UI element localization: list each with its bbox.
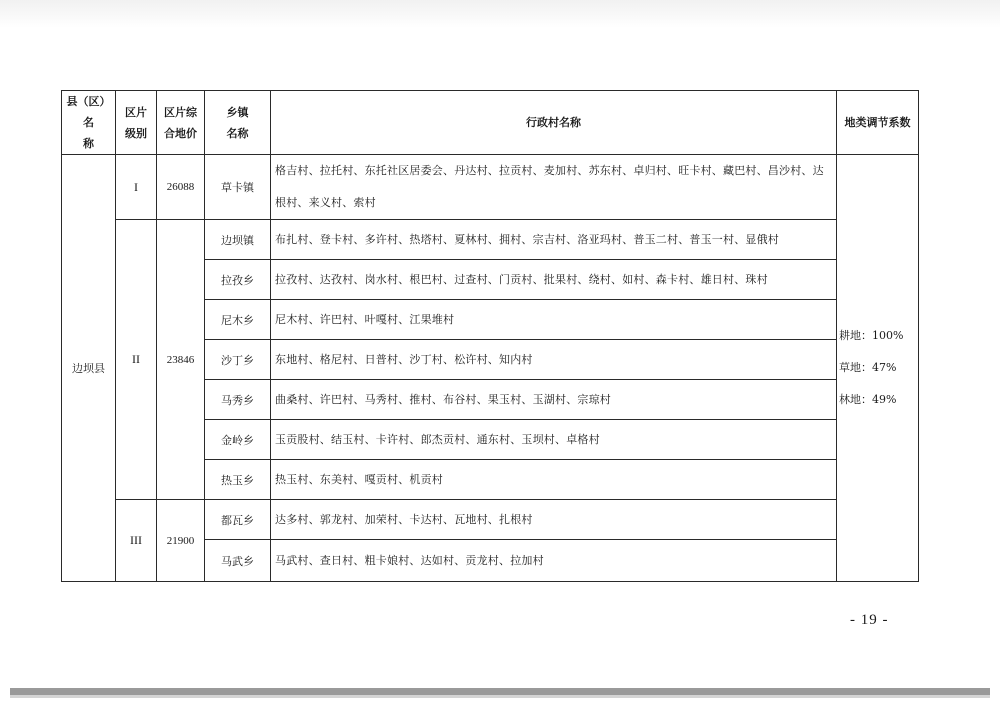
table-row bbox=[62, 155, 919, 220]
villages-cell: 布扎村、登卡村、多许村、热塔村、夏林村、拥村、宗吉村、洛亚玛村、普玉二村、普玉一村、显俄村 bbox=[271, 220, 837, 260]
villages-cell: 热玉村、东美村、嘎贡村、机贡村 bbox=[271, 460, 837, 500]
town-cell: 拉孜乡 bbox=[205, 260, 271, 300]
town-cell: 尼木乡 bbox=[205, 300, 271, 340]
county-cell: 边坝县 bbox=[62, 155, 116, 582]
table-row bbox=[62, 220, 919, 260]
villages-cell: 尼木村、许巴村、叶嘎村、江果堆村 bbox=[271, 300, 837, 340]
level-cell: II bbox=[116, 220, 157, 500]
header-price: 区片综 合地价 bbox=[157, 91, 205, 155]
villages-cell: 拉孜村、达孜村、岗水村、根巴村、过查村、门贡村、批果村、绕村、如村、森卡村、雄日村、珠村 bbox=[271, 260, 837, 300]
town-cell: 热玉乡 bbox=[205, 460, 271, 500]
villages-cell: 马武村、查日村、粗卡娘村、达如村、贡龙村、拉加村 bbox=[271, 540, 837, 582]
town-cell: 沙丁乡 bbox=[205, 340, 271, 380]
coef-farmland: 耕地：100% bbox=[839, 329, 904, 342]
coef-grassland: 草地：47% bbox=[839, 361, 897, 374]
land-price-table bbox=[61, 90, 919, 582]
villages-cell: 达多村、郭龙村、加荣村、卡达村、瓦地村、扎根村 bbox=[271, 500, 837, 540]
price-cell: 23846 bbox=[157, 220, 205, 500]
coef-forest: 林地：49% bbox=[839, 393, 897, 406]
town-cell: 金岭乡 bbox=[205, 420, 271, 460]
price-cell: 26088 bbox=[157, 155, 205, 220]
town-cell: 马秀乡 bbox=[205, 380, 271, 420]
level-cell: I bbox=[116, 155, 157, 220]
header-coefficient: 地类调节系数 bbox=[837, 91, 919, 155]
header-town: 乡镇 名称 bbox=[205, 91, 271, 155]
town-cell: 都瓦乡 bbox=[205, 500, 271, 540]
level-cell: III bbox=[116, 500, 157, 582]
price-cell: 21900 bbox=[157, 500, 205, 582]
header-villages: 行政村名称 bbox=[271, 91, 837, 155]
scan-edge-bar bbox=[10, 688, 990, 695]
header-level: 区片 级别 bbox=[116, 91, 157, 155]
town-cell: 马武乡 bbox=[205, 540, 271, 582]
scan-edge-shadow bbox=[10, 695, 990, 698]
header-row bbox=[62, 91, 919, 155]
page-number: - 19 - bbox=[850, 612, 889, 628]
header-county: 县（区）名 称 bbox=[62, 91, 116, 155]
table-row bbox=[62, 500, 919, 540]
villages-cell: 玉贡股村、结玉村、卡许村、郎杰贡村、通东村、玉坝村、卓格村 bbox=[271, 420, 837, 460]
town-cell: 草卡镇 bbox=[205, 155, 271, 220]
villages-cell: 格吉村、拉托村、东托社区居委会、丹达村、拉贡村、麦加村、苏东村、卓归村、旺卡村、藏巴村、昌沙村、达根村、来义村、索村 bbox=[271, 155, 837, 220]
town-cell: 边坝镇 bbox=[205, 220, 271, 260]
villages-cell: 东地村、格尼村、日普村、沙丁村、松许村、知内村 bbox=[271, 340, 837, 380]
scan-shading bbox=[0, 0, 1000, 28]
coefficient-cell bbox=[837, 155, 919, 582]
villages-cell: 曲桑村、许巴村、马秀村、推村、布谷村、果玉村、玉湖村、宗琼村 bbox=[271, 380, 837, 420]
